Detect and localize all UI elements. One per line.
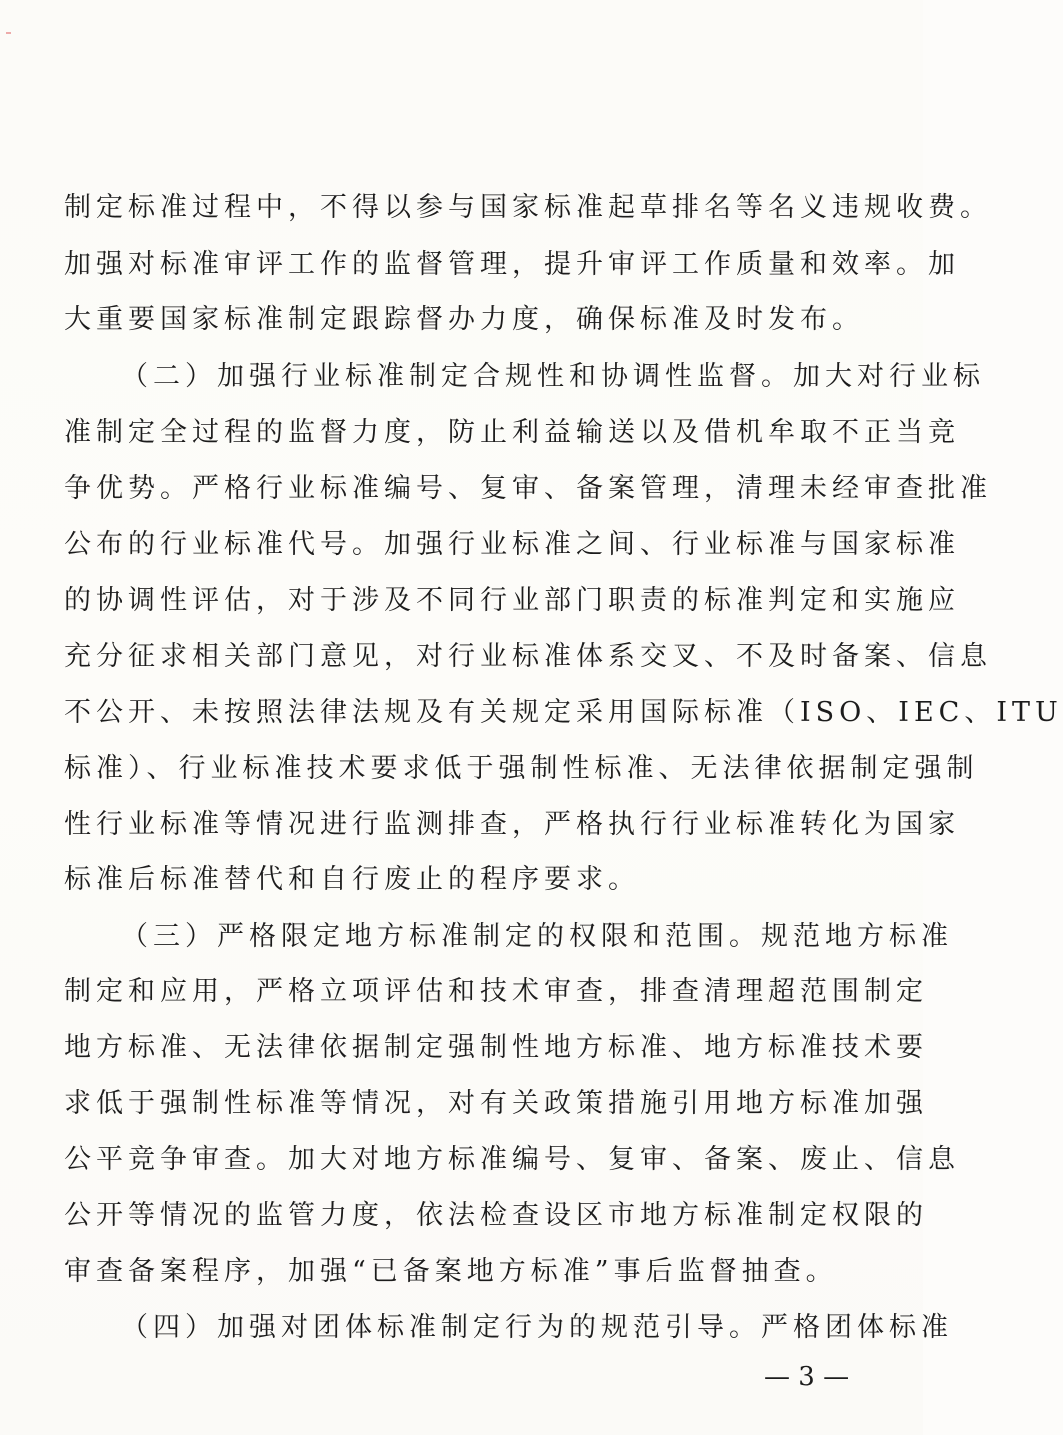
text-line: 的协调性评估，对于涉及不同行业部门职责的标准判定和实施应 bbox=[64, 585, 960, 616]
text-line: 大重要国家标准制定跟踪督办力度，确保标准及时发布。 bbox=[64, 304, 864, 335]
corner-mark bbox=[6, 32, 11, 34]
paragraph-heading-line: （四）加强对团体标准制定行为的规范引导。严格团体标准 bbox=[121, 1312, 953, 1343]
text-line: 准制定全过程的监督力度，防止利益输送以及借机牟取不正当竞 bbox=[64, 417, 960, 448]
text-line: 制定标准过程中，不得以参与国家标准起草排名等名义违规收费。 bbox=[64, 192, 992, 223]
text-line: 充分征求相关部门意见，对行业标准体系交叉、不及时备案、信息 bbox=[64, 641, 992, 672]
text-line: 标准后标准替代和自行废止的程序要求。 bbox=[64, 864, 640, 895]
paragraph-heading-line: （二）加强行业标准制定合规性和协调性监督。加大对行业标 bbox=[121, 361, 985, 392]
text-line: 标准）、行业标准技术要求低于强制性标准、无法律依据制定强制 bbox=[64, 753, 979, 784]
text-line: 公开等情况的监管力度，依法检查设区市地方标准制定权限的 bbox=[64, 1200, 928, 1231]
paragraph-heading-line: （三）严格限定地方标准制定的权限和范围。规范地方标准 bbox=[121, 921, 953, 952]
text-line: 公平竞争审查。加大对地方标准编号、复审、备案、废止、信息 bbox=[64, 1144, 960, 1175]
text-line: 争优势。严格行业标准编号、复审、备案管理，清理未经审查批准 bbox=[64, 473, 992, 504]
text-line: 审查备案程序，加强“已备案地方标准”事后监督抽查。 bbox=[64, 1256, 838, 1287]
text-line: 制定和应用，严格立项评估和技术审查，排查清理超范围制定 bbox=[64, 976, 928, 1007]
text-line: 性行业标准等情况进行监测排查，严格执行行业标准转化为国家 bbox=[64, 809, 960, 840]
page-number: — 3 — bbox=[764, 1362, 850, 1392]
text-line: 加强对标准审评工作的监督管理，提升审评工作质量和效率。加 bbox=[64, 249, 960, 280]
text-line: 求低于强制性标准等情况，对有关政策措施引用地方标准加强 bbox=[64, 1088, 928, 1119]
text-line: 不公开、未按照法律法规及有关规定采用国际标准（ISO、IEC、ITU bbox=[64, 697, 1063, 728]
text-line: 地方标准、无法律依据制定强制性地方标准、地方标准技术要 bbox=[64, 1032, 928, 1063]
text-line: 公布的行业标准代号。加强行业标准之间、行业标准与国家标准 bbox=[64, 529, 960, 560]
